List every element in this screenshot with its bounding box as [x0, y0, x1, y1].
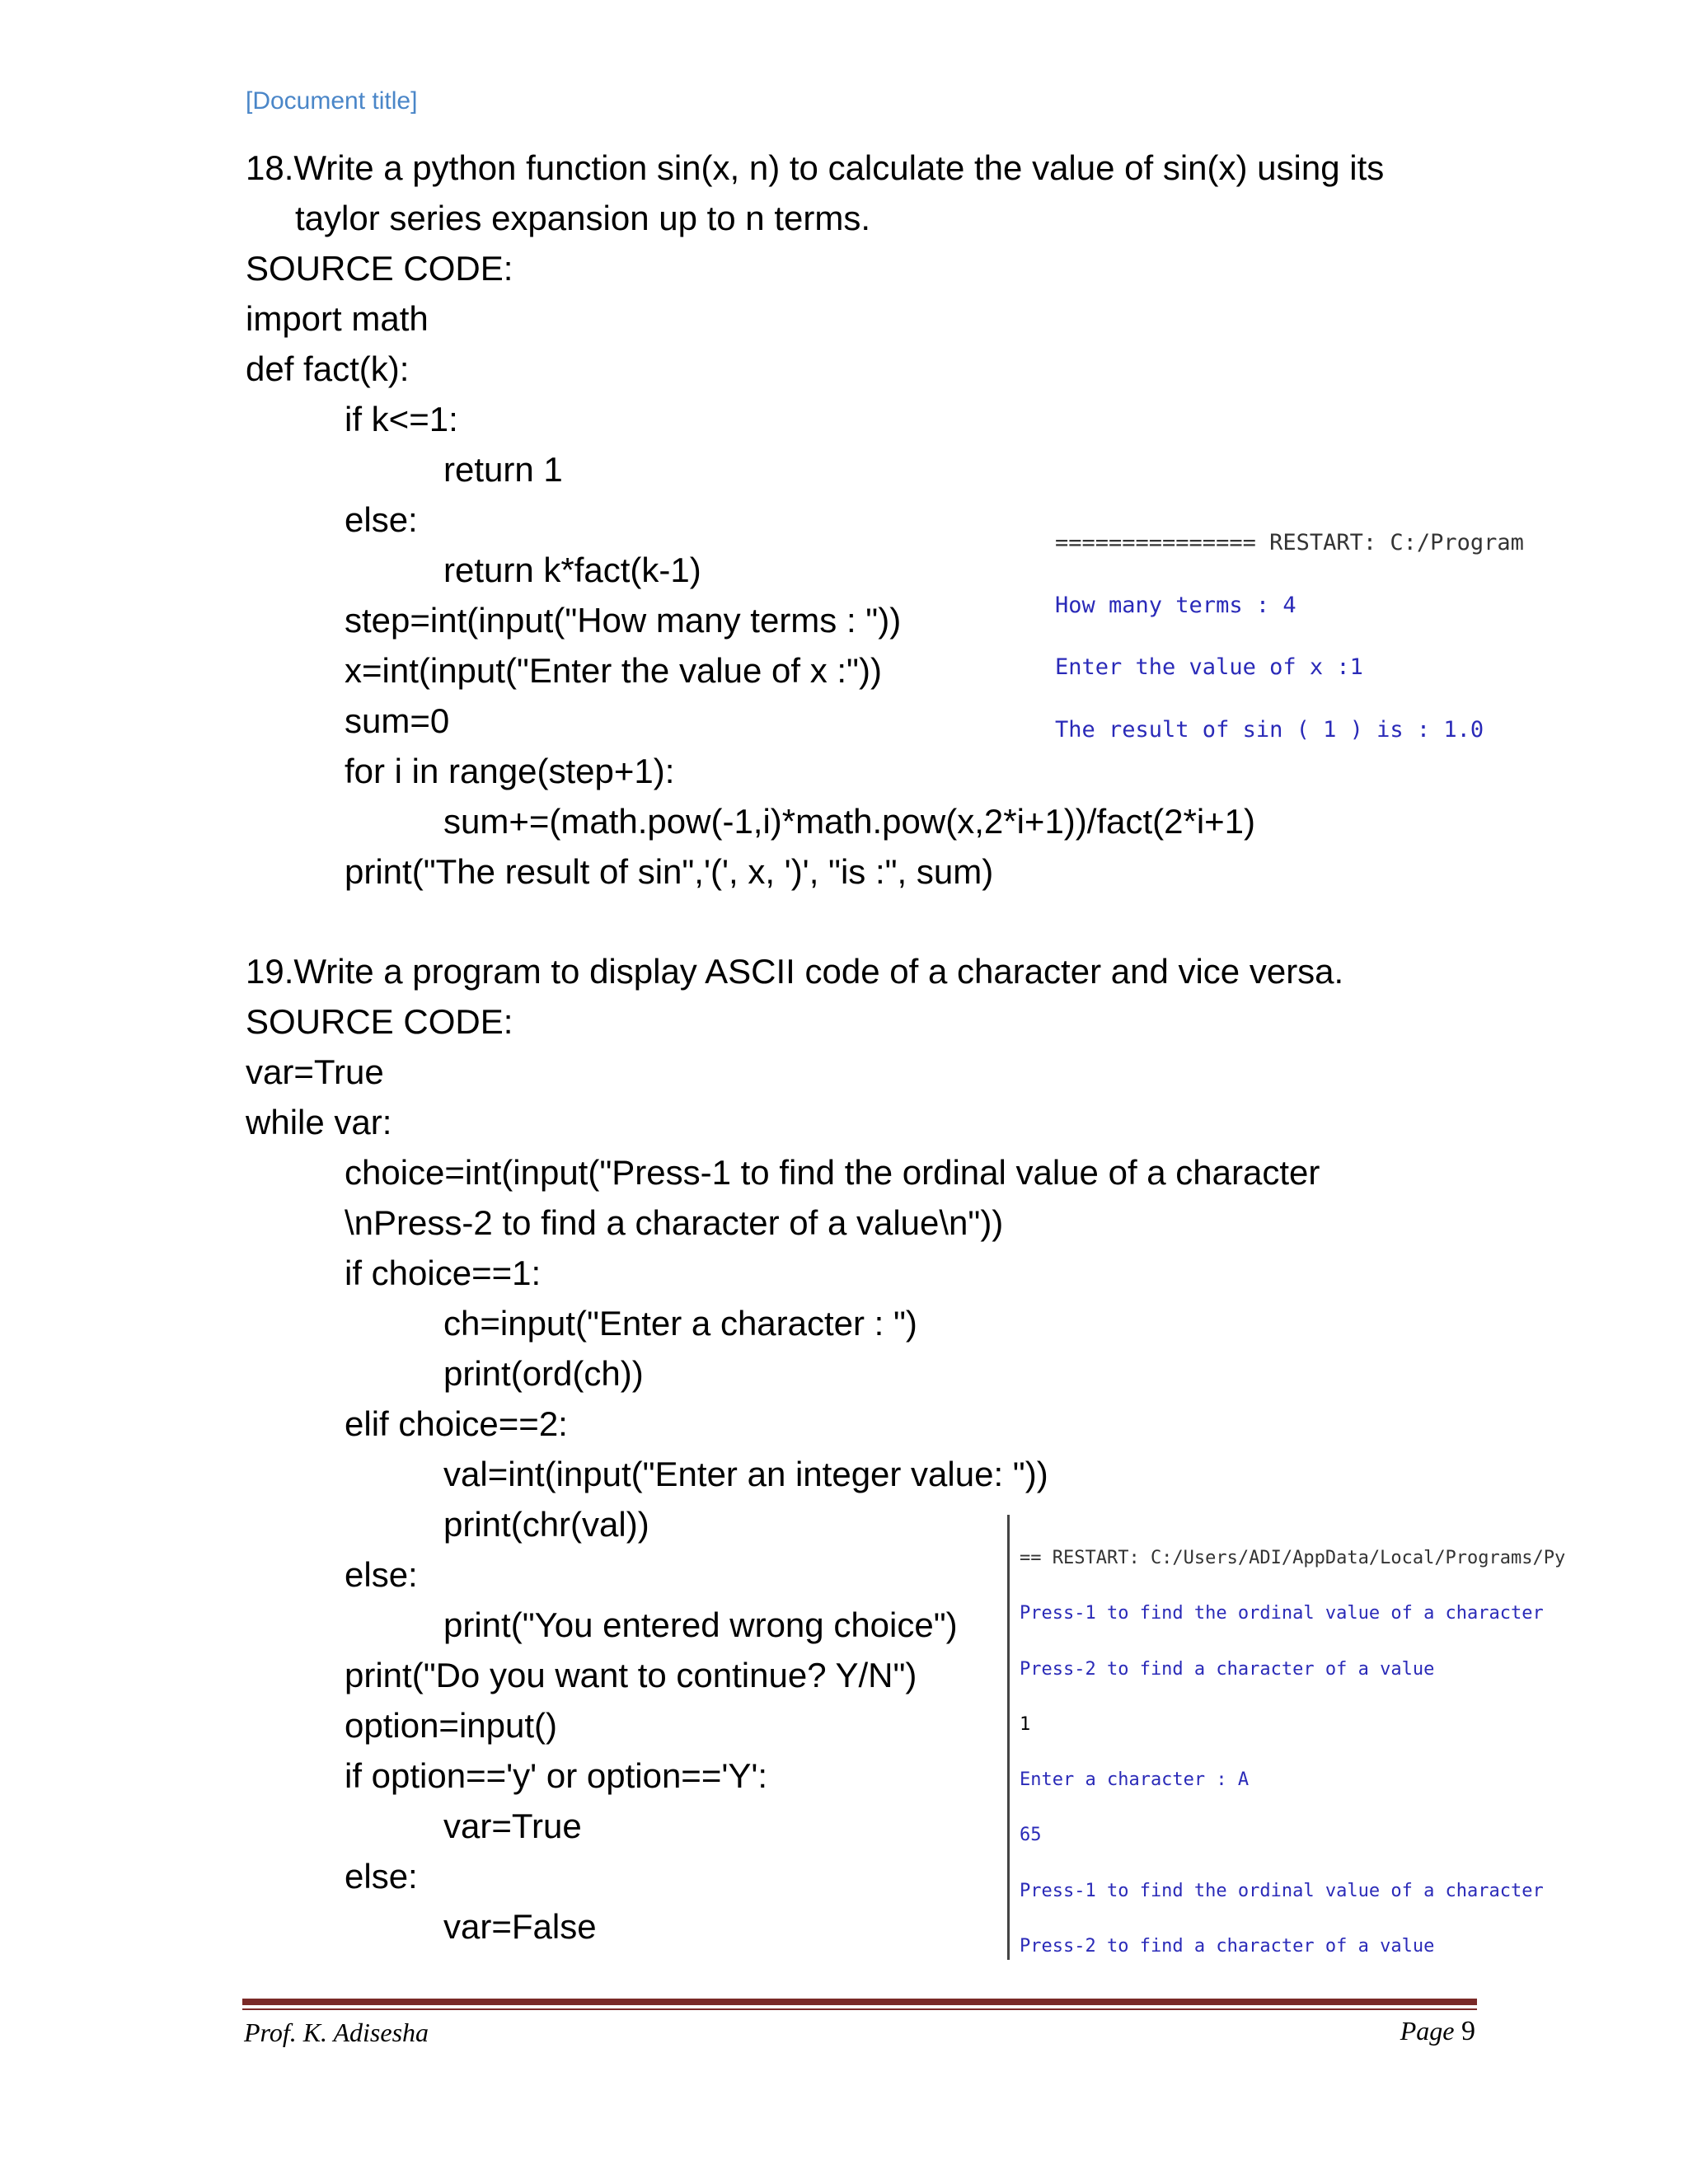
console-line: Press-1 to find the ordinal value of a character — [1020, 1880, 1544, 1901]
code-line: return 1 — [443, 450, 563, 489]
console-line: Enter a character : A — [1020, 1769, 1250, 1791]
footer-page-number — [1400, 2016, 1475, 2047]
source-code-label-19: SOURCE CODE: — [246, 1002, 513, 1041]
code-line: else: — [345, 1857, 418, 1896]
console-line: How many terms : 4 — [1055, 592, 1296, 618]
code-line: var=True — [443, 1807, 582, 1845]
question-18-line-2: taylor series expansion up to n terms. — [295, 199, 871, 237]
code-line: if choice==1: — [345, 1254, 542, 1292]
page-label: Page — [1400, 2016, 1455, 2046]
code-line: print("The result of sin",'(', x, ')', "is :", sum) — [345, 852, 994, 891]
code-line: ch=input("Enter a character : ") — [443, 1304, 917, 1343]
code-line: if option=='y' or option=='Y': — [345, 1756, 768, 1795]
code-line: return k*fact(k-1) — [443, 551, 701, 589]
code-line: sum=0 — [345, 701, 450, 740]
code-line: while var: — [246, 1103, 392, 1141]
page-number: 9 — [1461, 2016, 1475, 2046]
console-output-ascii — [1007, 1515, 1634, 1960]
code-line: else: — [345, 1555, 418, 1594]
code-line: option=input() — [345, 1706, 558, 1745]
footer-divider-thin — [242, 2008, 1477, 2010]
code-line: sum+=(math.pow(-1,i)*math.pow(x,2*i+1))/fact(2*i+1) — [443, 802, 1256, 841]
code-line: var=True — [246, 1052, 384, 1091]
document-title: [Document title] — [246, 87, 418, 115]
code-line: print(chr(val)) — [443, 1505, 649, 1544]
console-line: Enter the value of x :1 — [1055, 654, 1363, 680]
code-line: for i in range(step+1): — [345, 752, 675, 790]
console-output-sin — [1055, 496, 1582, 776]
code-line: def fact(k): — [246, 349, 410, 388]
console-line: =============== RESTART: C:/Program — [1055, 530, 1524, 555]
code-line: step=int(input("How many terms : ")) — [345, 601, 902, 640]
code-line: print(ord(ch)) — [443, 1354, 644, 1393]
console-line: Press-2 to find a character of a value — [1020, 1658, 1435, 1680]
console-line: 1 — [1020, 1713, 1031, 1735]
code-line: \nPress-2 to find a character of a value\n")) — [345, 1203, 1004, 1242]
console-line: Press-1 to find the ordinal value of a character — [1020, 1603, 1544, 1624]
footer-divider — [242, 1999, 1477, 2005]
console-line: == RESTART: C:/Users/ADI/AppData/Local/Programs/Py — [1020, 1548, 1566, 1568]
source-code-label-18: SOURCE CODE: — [246, 249, 513, 288]
code-line: print("Do you want to continue? Y/N") — [345, 1656, 917, 1694]
code-line: x=int(input("Enter the value of x :")) — [345, 651, 882, 690]
code-line: val=int(input("Enter an integer value: ")) — [443, 1455, 1048, 1493]
code-line: import math — [246, 299, 429, 338]
footer-author: Prof. K. Adisesha — [244, 2018, 429, 2047]
code-line: elif choice==2: — [345, 1404, 568, 1443]
code-line: print("You entered wrong choice") — [443, 1605, 958, 1644]
code-line: var=False — [443, 1907, 597, 1946]
code-line: choice=int(input("Press-1 to find the ordinal value of a character — [345, 1153, 1320, 1192]
code-line: if k<=1: — [345, 400, 458, 438]
question-19: 19.Write a program to display ASCII code of a character and vice versa. — [246, 952, 1344, 991]
console-line: 65 — [1020, 1825, 1042, 1846]
console-line: Press-2 to find a character of a value — [1020, 1936, 1435, 1957]
question-18-line-1: 18.Write a python function sin(x, n) to calculate the value of sin(x) using its — [246, 148, 1385, 187]
code-line: else: — [345, 500, 418, 539]
console-line: The result of sin ( 1 ) is : 1.0 — [1055, 716, 1484, 743]
